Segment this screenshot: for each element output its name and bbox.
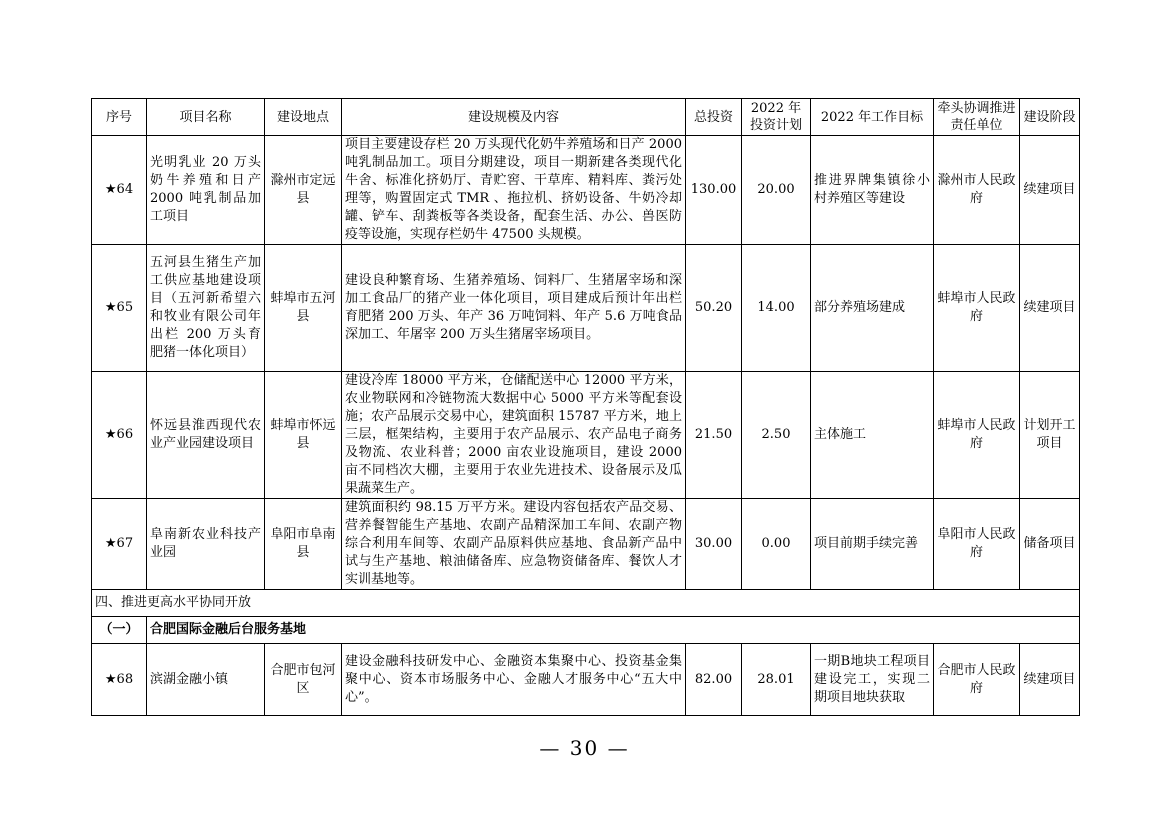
row-total: 50.20 — [686, 245, 742, 372]
header-no: 序号 — [92, 99, 147, 136]
header-plan: 2022 年投资计划 — [742, 99, 811, 136]
row-content: 建设金融科技研发中心、金融资本集聚中心、投资基金集聚中心、资本市场服务中心、金融人才服务中心“五大中心”。 — [342, 644, 686, 716]
row-no: ★67 — [92, 499, 147, 590]
row-no: ★66 — [92, 372, 147, 499]
row-location: 合肥市包河区 — [265, 644, 342, 716]
row-target: 一期B地块工程项目建设完工，实现二期项目地块获取 — [811, 644, 934, 716]
row-target: 部分养殖场建成 — [811, 245, 934, 372]
header-unit: 牵头协调推进责任单位 — [934, 99, 1020, 136]
project-table — [91, 98, 1080, 716]
row-total: 82.00 — [686, 644, 742, 716]
row-location: 蚌埠市怀远县 — [265, 372, 342, 499]
row-target: 主体施工 — [811, 372, 934, 499]
row-content: 建设良种繁育场、生猪养殖场、饲料厂、生猪屠宰场和深加工食品厂的猪产业一体化项目，项目建成后预计年出栏育肥猪 200 万头、年产 36 万吨饲料、年产 5.6 万吨食品深加工、年屠宰 200 万头生猪屠宰场项目。 — [342, 245, 686, 372]
row-location: 阜阳市阜南县 — [265, 499, 342, 590]
row-unit: 滁州市人民政府 — [934, 136, 1020, 245]
header-location: 建设地点 — [265, 99, 342, 136]
section-row — [92, 590, 1080, 617]
row-plan: 14.00 — [742, 245, 811, 372]
row-location: 蚌埠市五河县 — [265, 245, 342, 372]
row-location: 滁州市定远县 — [265, 136, 342, 245]
row-target: 项目前期手续完善 — [811, 499, 934, 590]
row-plan: 20.00 — [742, 136, 811, 245]
table-row — [92, 372, 1080, 499]
row-plan: 0.00 — [742, 499, 811, 590]
table-row — [92, 644, 1080, 716]
page-number: — 30 — — [539, 736, 630, 760]
subsection-row — [92, 617, 1080, 644]
subsection-title: 合肥国际金融后台服务基地 — [147, 617, 1080, 644]
row-total: 21.50 — [686, 372, 742, 499]
table-row — [92, 499, 1080, 590]
header-stage: 建设阶段 — [1020, 99, 1080, 136]
row-unit: 蚌埠市人民政府 — [934, 245, 1020, 372]
table-row — [92, 136, 1080, 245]
header-content: 建设规模及内容 — [342, 99, 686, 136]
header-target: 2022 年工作目标 — [811, 99, 934, 136]
row-stage: 续建项目 — [1020, 644, 1080, 716]
row-total: 30.00 — [686, 499, 742, 590]
row-content: 建设冷库 18000 平方米，仓储配送中心 12000 平方米，农业物联网和冷链物流大数据中心 5000 平方米等配套设施；农产品展示交易中心，建筑面积 15787 平方米，地上三层，框架结构，主要用于农产品展示、农产品电子商务及物流、农业科普；2000 亩农业设施项目，建设 2000 亩不同档次大棚，主要用于农业先进技术、设备展示及瓜果蔬菜生产。 — [342, 372, 686, 499]
row-name: 怀远县淮西现代农业产业园建设项目 — [147, 372, 265, 499]
row-no: ★65 — [92, 245, 147, 372]
row-stage: 储备项目 — [1020, 499, 1080, 590]
header-name: 项目名称 — [147, 99, 265, 136]
row-content: 项目主要建设存栏 20 万头现代化奶牛养殖场和日产 2000 吨乳制品加工。项目分期建设，项目一期新建各类现代化牛舍、标准化挤奶厅、青贮窖、干草库、精料库、粪污处理等，购置固定式 TMR 、拖拉机、挤奶设备、牛奶冷却罐、铲车、刮粪板等各类设备，配套生活、办公、兽医防疫等设施，实现存栏奶牛 47500 头规模。 — [342, 136, 686, 245]
row-no: ★64 — [92, 136, 147, 245]
row-name: 滨湖金融小镇 — [147, 644, 265, 716]
header-row — [92, 99, 1080, 136]
row-total: 130.00 — [686, 136, 742, 245]
row-stage: 续建项目 — [1020, 245, 1080, 372]
row-stage: 计划开工项目 — [1020, 372, 1080, 499]
row-unit: 阜阳市人民政府 — [934, 499, 1020, 590]
row-no: ★68 — [92, 644, 147, 716]
subsection-no: （一） — [92, 617, 147, 644]
table-row — [92, 245, 1080, 372]
row-content: 建筑面积约 98.15 万平方米。建设内容包括农产品交易、营养餐智能生产基地、农副产品精深加工车间、农副产物综合利用车间等、农副产品原料供应基地、食品新产品中试与生产基地、粮油储备库、应急物资储备库、餐饮人才实训基地等。 — [342, 499, 686, 590]
row-unit: 合肥市人民政府 — [934, 644, 1020, 716]
row-stage: 续建项目 — [1020, 136, 1080, 245]
row-name: 光明乳业 20 万头奶牛养殖和日产 2000 吨乳制品加工项目 — [147, 136, 265, 245]
row-plan: 28.01 — [742, 644, 811, 716]
header-total: 总投资 — [686, 99, 742, 136]
row-name: 五河县生猪生产加工供应基地建设项目（五河新希望六和牧业有限公司年出栏 200 万头育肥猪一体化项目） — [147, 245, 265, 372]
row-name: 阜南新农业科技产业园 — [147, 499, 265, 590]
row-target: 推进界牌集镇徐小村养殖区等建设 — [811, 136, 934, 245]
row-plan: 2.50 — [742, 372, 811, 499]
row-unit: 蚌埠市人民政府 — [934, 372, 1020, 499]
section-title: 四、推进更高水平协同开放 — [92, 590, 1080, 617]
